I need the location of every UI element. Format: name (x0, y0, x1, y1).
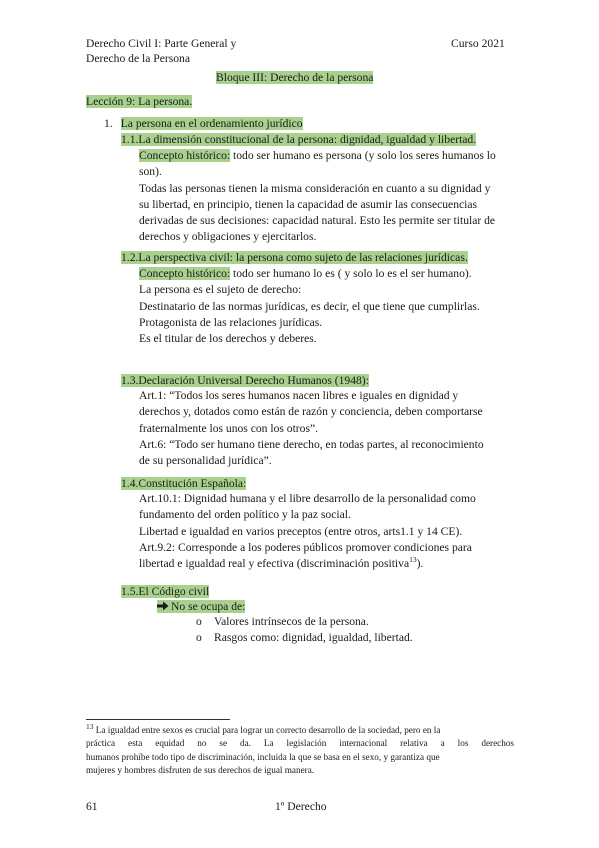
article-line: de su personalidad jurídica”. (139, 454, 272, 468)
list-item (196, 614, 413, 630)
article-line: Art.10.1: Dignidad humana y el libre desarrollo de la personalidad como (139, 492, 476, 505)
header-left-line1: Derecho Civil I: Parte General y (86, 37, 237, 50)
section-1-3 (121, 373, 369, 389)
concept-cont: son). (139, 165, 162, 179)
paragraph-line: su libertad, en principio, tienen la capacidad de asumir las consecuencias (139, 197, 478, 211)
footnote-ref[interactable]: 13 (409, 555, 417, 565)
section-1-1 (121, 132, 476, 148)
paragraph-line: Destinatario de las normas jurídicas, es decir, el que tiene que cumplirlas. (139, 299, 480, 313)
article-line: Art.6: “Todo ser humano tiene derecho, en todas partes, al reconocimiento (139, 437, 484, 451)
article-line: fundamento del orden político y la paz social. (139, 508, 351, 522)
paragraph-line: Todas las personas tienen la misma consideración en cuanto a su dignidad y (139, 181, 491, 195)
article-line: Art.1: “Todos los seres humanos nacen libres e iguales en dignidad y (139, 389, 459, 402)
footnote-line: La igualdad entre sexos es crucial para lograr un correcto desarrollo de la sociedad, pero en la (93, 725, 441, 735)
paragraph-line: derivadas de sus decisiones: capacidad natural. Esto les permite ser titular de (139, 214, 496, 228)
bullet-marker: o (196, 615, 202, 628)
section-1-2 (121, 250, 468, 266)
paragraph-line: derechos y obligaciones y ejercitarlos. (139, 230, 317, 244)
article-line: fraternalmente los unos con los otros”. (139, 421, 319, 435)
section-1-heading (104, 116, 303, 132)
header-left-line2: Derecho de la Persona (86, 52, 190, 65)
section-1-5-title: 1.5.El Código civil (121, 585, 210, 598)
section-1-title: La persona en el ordenamiento jurídico (120, 117, 303, 130)
section-1-3-title: 1.3.Declaración Universal Derecho Humanos (1948): (121, 374, 369, 387)
section-1-5-list (196, 614, 413, 647)
section-1-5-arrow (157, 599, 245, 615)
right-arrow-icon (157, 599, 171, 615)
list-item (196, 630, 413, 646)
section-1-2-body (139, 266, 480, 347)
section-1-4-title: 1.4.Constitución Española: (121, 477, 247, 490)
section-1-number: 1. (104, 117, 113, 130)
article-line: Art.9.2: Corresponde a los poderes públicos promover condiciones para (139, 540, 472, 554)
footnote (86, 721, 514, 777)
page-number: 61 (86, 800, 98, 813)
article-line-end: ). (416, 557, 424, 571)
section-1-1-body (139, 148, 496, 246)
footnote-line: mujeres y hombres disfruten de sus derechos de igual manera. (86, 764, 315, 775)
arrow-label: No se ocupa de: (171, 600, 246, 613)
article-line: Libertad e igualdad en varios preceptos (entre otros, arts1.1 y 14 CE). (139, 524, 463, 538)
section-1-2-title: 1.2.La perspectiva civil: la persona como sujeto de las relaciones jurídicas. (121, 251, 468, 264)
block-title-text: Bloque III: Derecho de la persona (216, 71, 374, 84)
section-1-5 (121, 584, 209, 600)
footnote-mark: 13 (86, 721, 94, 731)
lesson-title (86, 94, 192, 110)
list-item-text: Rasgos como: dignidad, igualdad, libertad. (214, 631, 413, 645)
concept-label: Concepto histórico: (139, 267, 231, 280)
article-line: libertad e igualdad real y efectiva (discriminación positiva (139, 557, 410, 571)
footer-center: 1º Derecho (275, 800, 327, 813)
footnote-line: humanos prohíbe todo tipo de discriminación, incluida la que se basa en el sexo, y garantiza que (86, 751, 440, 762)
list-item-text: Valores intrínsecos de la persona. (214, 615, 369, 628)
block-title (216, 70, 373, 86)
article-line: derechos y, dotados como están de razón y conciencia, deben comportarse (139, 405, 483, 419)
paragraph-line: La persona es el sujeto de derecho: (139, 283, 302, 297)
paragraph-line: Protagonista de las relaciones jurídicas. (139, 315, 323, 329)
footnote-separator (86, 719, 230, 720)
section-1-4 (121, 476, 246, 492)
paragraph-line: Es el titular de los derechos y deberes. (139, 332, 317, 346)
concept-text: todo ser humano lo es ( y solo lo es el ser humano). (230, 267, 472, 280)
section-1-3-body (139, 388, 484, 469)
concept-label: Concepto histórico: (139, 149, 231, 162)
header-right: Curso 2021 (451, 37, 505, 50)
concept-text: todo ser humano es persona (y solo los seres humanos lo (230, 149, 496, 162)
section-1-1-title: 1.1.La dimensión constitucional de la persona: dignidad, igualdad y libertad. (121, 133, 477, 146)
footnote-line: práctica esta equidad no se da. La legislación internacional relativa a los derechos (86, 738, 514, 749)
section-1-4-body (139, 491, 476, 572)
lesson-title-text: Lección 9: La persona. (86, 95, 193, 108)
bullet-marker: o (196, 631, 202, 645)
